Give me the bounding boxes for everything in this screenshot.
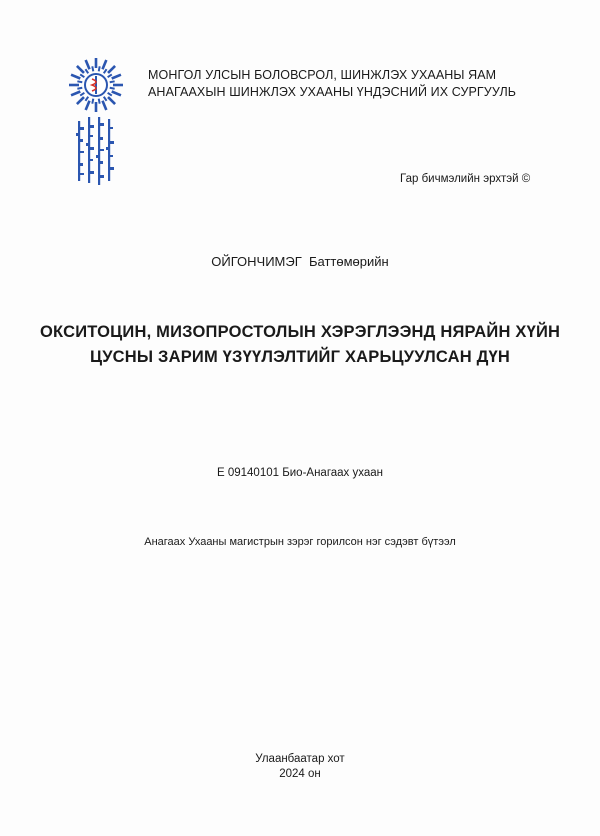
ministry-header xyxy=(148,67,516,101)
place-and-year xyxy=(0,752,600,782)
specialty-code: E 09140101 Био-Анагаах ухаан xyxy=(216,467,384,479)
university-emblem-icon xyxy=(66,55,126,190)
year: 2024 он xyxy=(279,768,321,780)
copyright-note: Гар бичмэлийн эрхтэй © xyxy=(400,173,531,185)
author-name: ОЙГОНЧИМЭГ Баттөмөрийн xyxy=(211,254,389,269)
city: Улаанбаатар хот xyxy=(255,753,345,765)
thesis-title-line-1: ОКСИТОЦИН, МИЗОПРОСТОЛЫН ХЭРЭГЛЭЭНД НЯРАЙН ХҮЙН xyxy=(40,323,561,341)
university-name: АНАГААХЫН ШИНЖЛЭХ УХААНЫ ҮНДЭСНИЙ ИХ СУРГУУЛЬ xyxy=(148,85,517,99)
thesis-title-line-2: ЦУСНЫ ЗАРИМ ҮЗҮҮЛЭЛТИЙГ ХАРЬЦУУЛСАН ДҮН xyxy=(89,348,511,366)
thesis-title xyxy=(40,320,560,370)
ministry-name: МОНГОЛ УЛСЫН БОЛОВСРОЛ, ШИНЖЛЭХ УХААНЫ ЯАМ xyxy=(148,68,497,82)
degree-note: Анагаах Ухааны магистрын зэрэг горилсон нэг сэдэвт бүтээл xyxy=(144,536,456,548)
